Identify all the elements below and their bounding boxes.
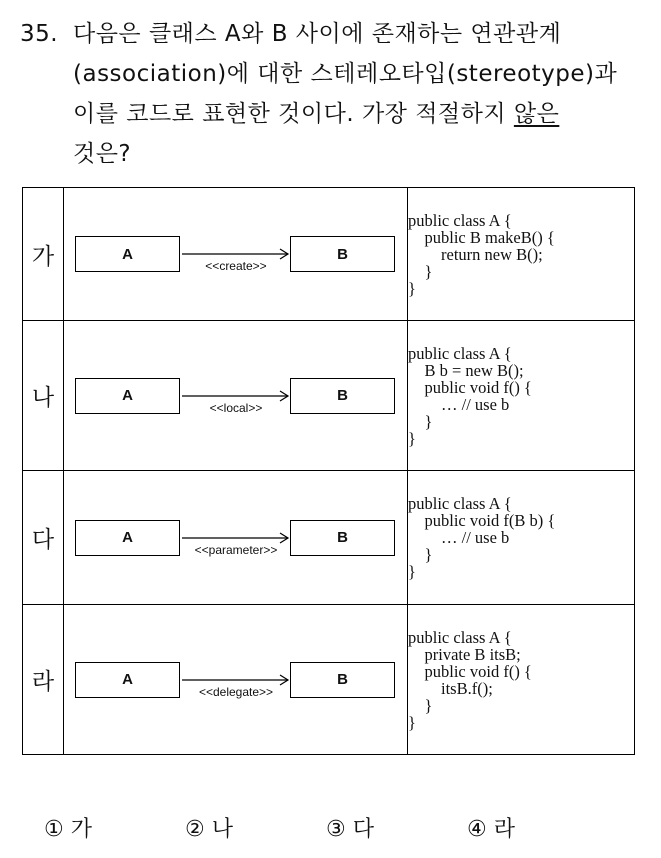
question-emphasis: 않은 bbox=[513, 101, 560, 127]
class-box-b: B bbox=[290, 662, 395, 698]
stereotype-label: <<create>> bbox=[205, 259, 267, 273]
choice-4[interactable]: ④ 라 bbox=[467, 817, 515, 842]
code-line: itsB.f(); bbox=[408, 678, 493, 698]
code-line: } bbox=[408, 545, 433, 564]
class-box-a: A bbox=[75, 236, 180, 272]
option-row bbox=[23, 321, 635, 471]
uml-diagram bbox=[64, 471, 407, 604]
code-line: } bbox=[408, 712, 416, 732]
option-row bbox=[23, 471, 635, 605]
code-line: } bbox=[408, 411, 433, 431]
uml-diagram-cell bbox=[64, 321, 408, 471]
code-line: } bbox=[408, 695, 433, 715]
code-line: public void f(B b) { bbox=[408, 511, 556, 530]
option-label: 라 bbox=[23, 605, 64, 755]
choice-3[interactable]: ③ 다 bbox=[326, 817, 374, 842]
option-label: 다 bbox=[23, 471, 64, 605]
code-line: return new B(); bbox=[408, 244, 543, 264]
choice-2[interactable]: ② 나 bbox=[185, 817, 233, 842]
code-line: … // use b bbox=[408, 394, 510, 414]
options-table bbox=[22, 187, 635, 755]
uml-diagram-cell bbox=[64, 188, 408, 321]
code-line: } bbox=[408, 428, 416, 448]
stereotype-label: <<local>> bbox=[209, 400, 263, 415]
option-label: 나 bbox=[23, 321, 64, 471]
option-row bbox=[23, 188, 635, 321]
code-line: public class A { bbox=[408, 210, 512, 230]
code-cell bbox=[408, 605, 635, 755]
code-cell bbox=[408, 321, 635, 471]
question-line-3 bbox=[20, 94, 650, 134]
answer-choices bbox=[44, 812, 644, 843]
stereotype-label: <<parameter>> bbox=[194, 542, 278, 557]
code-line: private B itsB; bbox=[408, 644, 521, 664]
uml-diagram bbox=[64, 605, 407, 754]
uml-diagram bbox=[64, 188, 407, 320]
uml-diagram-cell bbox=[64, 605, 408, 755]
question-text bbox=[20, 14, 650, 174]
class-box-a: A bbox=[75, 520, 180, 556]
question-line-4: 것은? bbox=[73, 141, 132, 167]
code-line: … // use b bbox=[408, 528, 510, 547]
code-line: B b = new B(); bbox=[408, 360, 524, 380]
question-text-line-1: 다음은 클래스 A와 B 사이에 존재하는 연관관계 bbox=[73, 21, 562, 47]
code-line: } bbox=[408, 278, 416, 298]
question-line-2: (association)에 대한 스테레오타입(stereotype)과 bbox=[73, 61, 618, 87]
code-line: public B makeB() { bbox=[408, 227, 555, 247]
code-line: } bbox=[408, 562, 416, 581]
class-box-b: B bbox=[290, 378, 395, 414]
code-line: public void f() { bbox=[408, 377, 532, 397]
option-label: 가 bbox=[23, 188, 64, 321]
class-box-a: A bbox=[75, 378, 180, 414]
option-row bbox=[23, 605, 635, 755]
question-text-line-3: 이를 코드로 표현한 것이다. 가장 적절하지 bbox=[73, 101, 514, 127]
code-line: public void f() { bbox=[408, 661, 532, 681]
stereotype-label: <<delegate>> bbox=[198, 684, 274, 699]
code-line: public class A { bbox=[408, 627, 512, 647]
code-line: public class A { bbox=[408, 343, 512, 363]
code-line: } bbox=[408, 261, 433, 281]
class-box-b: B bbox=[290, 236, 395, 272]
question-line-1 bbox=[20, 14, 650, 54]
code-cell bbox=[408, 471, 635, 605]
choice-1[interactable]: ① 가 bbox=[44, 817, 92, 842]
uml-diagram bbox=[64, 321, 407, 470]
code-cell bbox=[408, 188, 635, 321]
class-box-b: B bbox=[290, 520, 395, 556]
question-number: 35. bbox=[20, 21, 59, 47]
uml-diagram-cell bbox=[64, 471, 408, 605]
class-box-a: A bbox=[75, 662, 180, 698]
code-line: public class A { bbox=[408, 494, 512, 513]
